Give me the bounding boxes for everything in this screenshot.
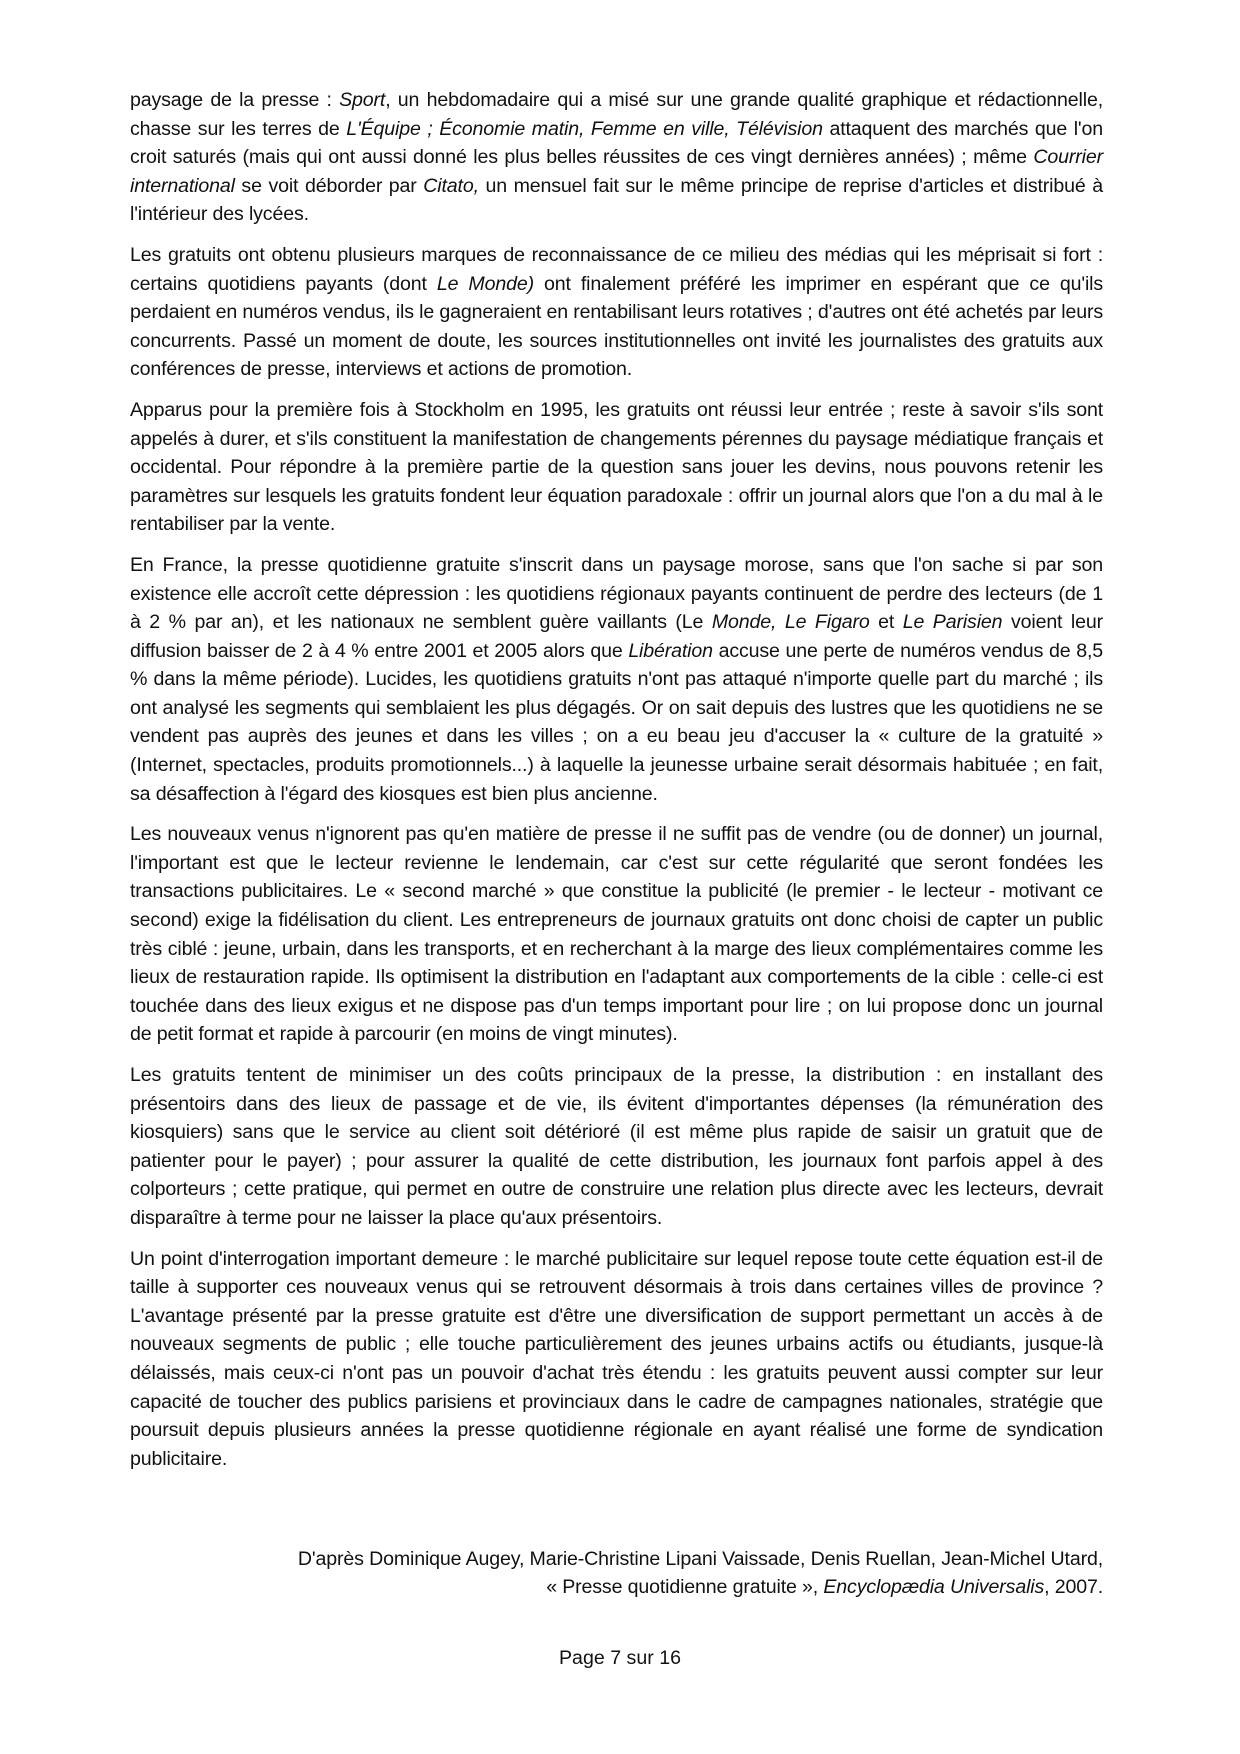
paragraph — [130, 86, 1103, 229]
article-body — [130, 86, 1103, 1485]
paragraph — [130, 396, 1103, 539]
italic-title: Le Parisien — [902, 611, 1003, 634]
italic-title: Monde, Le Figaro — [711, 611, 870, 634]
italic-title: Sport — [339, 89, 386, 111]
text-run: accuse une perte de numéros vendus de 8,5 % dans la même période). Lucides, les quotidiens gratuits n'ont pas attaqué n'importe quelle part du marché ; ils ont analysé les segments qui semblaient les plus dégagés. Or on sait depuis des lustres que les quotidiens ne se vendent pas auprès des jeunes et dans les villes ; on a eu beau jeu d'accuser la « culture de la gratuité » (Internet, spectacles, produits promotionnels...) à laquelle la jeunesse urbaine serait désormais habituée ; en fait, sa désaffection à l'égard des kiosques est bien plus ancienne. — [130, 639, 1103, 805]
text-run: se voit déborder par — [234, 174, 424, 197]
text-run: Les gratuits ont obtenu plusieurs marques de reconnaissance de ce milieu des médias qui les méprisait si fort : certains quotidiens payants (dont — [130, 243, 1103, 295]
citation-authors: D'après Dominique Augey, Marie-Christine Lipani Vaissade, Denis Ruellan, Jean-Michel Utard, — [297, 1548, 1103, 1570]
italic-title: Libération — [628, 639, 713, 662]
citation-title: « Presse quotidienne gratuite » — [546, 1576, 813, 1598]
paragraph — [130, 1245, 1103, 1474]
text-run: Un point d'interrogation important demeure : le marché publicitaire sur lequel repose toute cette équation est-il de taille à supporter ces nouveaux venus qui se retrouvent désormais à trois dans certaines villes de province ? L'avantage présenté par la presse gratuite est d'être une diversification de support permettant un accès à de nouveaux segments de public ; elle touche particulièrement des jeunes urbains actifs ou étudiants, jusque-là délaissés, mais ceux-ci n'ont pas un pouvoir d'achat très étendu : les gratuits peuvent aussi compter sur leur capacité de toucher des publics parisiens et provinciaux dans le cadre de campagnes nationales, stratégie que poursuit depuis plusieurs années la presse quotidienne régionale en ayant réalisé une forme de syndication publicitaire. — [130, 1247, 1103, 1470]
page-number: Page 7 sur 16 — [558, 1647, 681, 1669]
italic-title: Citato, — [423, 174, 479, 197]
text-run: voient leur diffusion baisser de 2 à 4 % entre 2001 et 2005 alors que — [130, 611, 1103, 662]
text-run: Les gratuits tentent de minimiser un des coûts principaux de la presse, la distribution : en installant des présentoirs dans des lieux de passage et de vie, ils évitent d'importantes dépenses (la rémunération des kiosquiers) sans que le service au client soit détérioré (il est même plus rapide de saisir un gratuit que de patienter pour le payer) ; pour assurer la qualité de cette distribution, les journaux font parfois appel à des colporteurs ; cette pratique, qui permet en outre de construire une relation plus directe avec les lecteurs, devrait disparaître à terme pour ne laisser la place qu'aux présentoirs. — [130, 1064, 1103, 1229]
text-run: et — [869, 611, 903, 634]
italic-title: Le Monde) — [436, 272, 534, 295]
text-run: ont finalement préféré les imprimer en espérant que ce qu'ils perdaient en numéros vendus, ils le gagneraient en rentabilisant leurs rotatives ; d'autres ont été achetés par leurs concurrents. Passé un moment de doute, les sources institutionnelles ont invité les journalistes des gratuits aux conférences de presse, interviews et actions de promotion. — [130, 272, 1103, 381]
paragraph — [130, 820, 1103, 1049]
text-run: paysage de la presse : — [130, 89, 340, 111]
text-run: Apparus pour la première fois à Stockholm en 1995, les gratuits ont réussi leur entrée ; reste à savoir s'ils sont appelés à durer, et s'ils constituent la manifestation de changements pérennes du paysage médiatique français et occidental. Pour répondre à la première partie de la question sans jouer les devins, nous pouvons retenir les paramètres sur lesquels les gratuits fondent leur équation paradoxale : offrir un journal alors que l'on a du mal à le rentabiliser par la vente. — [130, 398, 1103, 536]
text-run: un mensuel fait sur le même principe de reprise d'articles et distribué à l'intérieur des lycées. — [130, 174, 1103, 226]
paragraph — [130, 1061, 1103, 1233]
citation-reference — [130, 1573, 1103, 1601]
citation-source: Encyclopædia Universalis — [823, 1576, 1045, 1598]
text-run: attaquent des marchés que l'on croit saturés (mais qui ont aussi donné les plus belles réussites de ces vingt dernières années) ; même — [130, 117, 1104, 169]
text-run: Les nouveaux venus n'ignorent pas qu'en matière de presse il ne suffit pas de vendre (ou de donner) un journal, l'important est que le lecteur revienne le lendemain, car c'est sur cette régularité que seront fondées les transactions publicitaires. Le « second marché » que constitue la publicité (le premier - le lecteur - motivant ce second) exige la fidélisation du client. Les entrepreneurs de journaux gratuits ont donc choisi de capter un public très ciblé : jeune, urbain, dans les transports, et en recherchant à la marge des lieux complémentaires comme les lieux de restauration rapide. Ils optimisent la distribution en l'adaptant aux comportements de la cible : celle-ci est touchée dans des lieux exigus et ne dispose pas d'un temps important pour lire ; on lui propose donc un journal de petit format et rapide à parcourir (en moins de vingt minutes). — [130, 823, 1103, 1046]
citation-separator: , — [812, 1576, 824, 1598]
paragraph — [130, 241, 1103, 384]
italic-title: L'Équipe ; Économie matin, Femme en ville, Télévision — [346, 117, 823, 140]
italic-title: Courrier international — [130, 146, 1103, 197]
text-run: En France, la presse quotidienne gratuite s'inscrit dans un paysage morose, sans que l'on sache si par son existence elle accroît cette dépression : les quotidiens régionaux payants continuent de perdre des lecteurs (de 1 à 2 % par an), et les nationaux ne semblent guère vaillants (Le — [130, 553, 1103, 634]
paragraph — [130, 551, 1103, 808]
citation — [130, 1545, 1103, 1601]
citation-year: , 2007. — [1044, 1576, 1103, 1598]
text-run: , un hebdomadaire qui a misé sur une grande qualité graphique et rédactionnelle, chasse sur les terres de — [130, 89, 1103, 140]
